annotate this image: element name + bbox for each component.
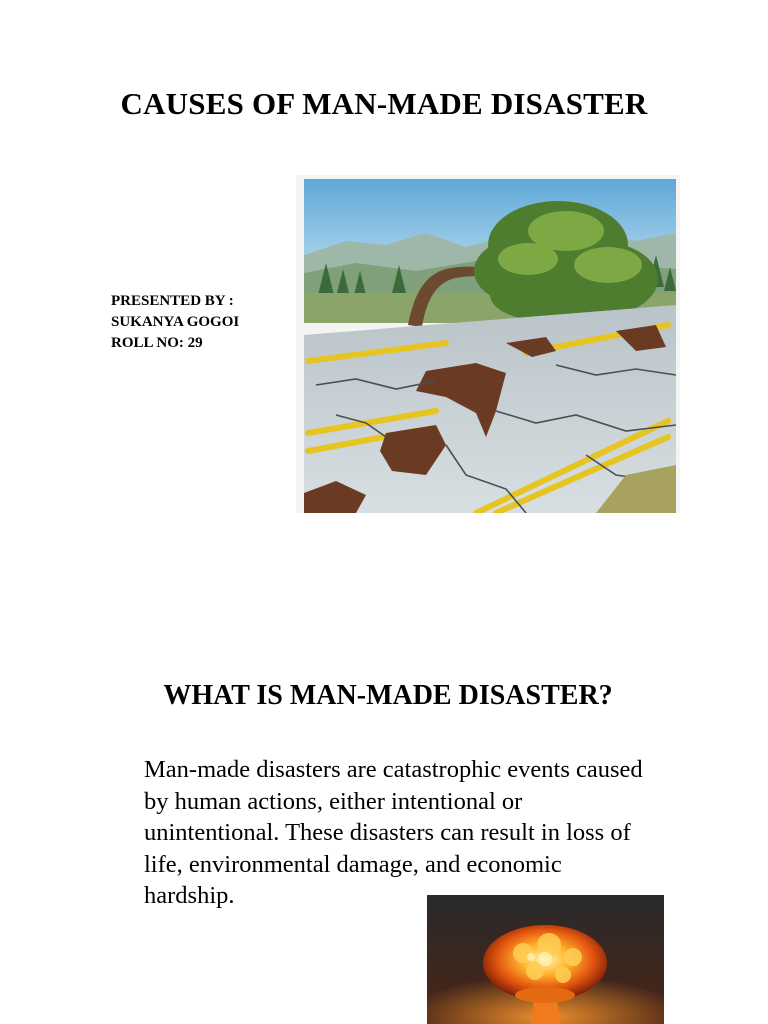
explosion-photo [427, 895, 664, 1024]
section-heading: WHAT IS MAN-MADE DISASTER? [163, 680, 613, 711]
earthquake-road-illustration [296, 175, 680, 513]
roll-number: ROLL NO: 29 [111, 335, 203, 351]
presented-by-label: PRESENTED BY : [111, 293, 234, 309]
presenter-name: SUKANYA GOGOI [111, 314, 240, 330]
definition-paragraph: Man-made disasters are catastrophic events caused by human actions, either intentional or unintentional. These disasters can result in loss of life, environmental damage, and economic hardship. [144, 756, 643, 909]
slide-title: CAUSES OF MAN-MADE DISASTER [120, 86, 648, 121]
presenter-info [111, 291, 239, 354]
